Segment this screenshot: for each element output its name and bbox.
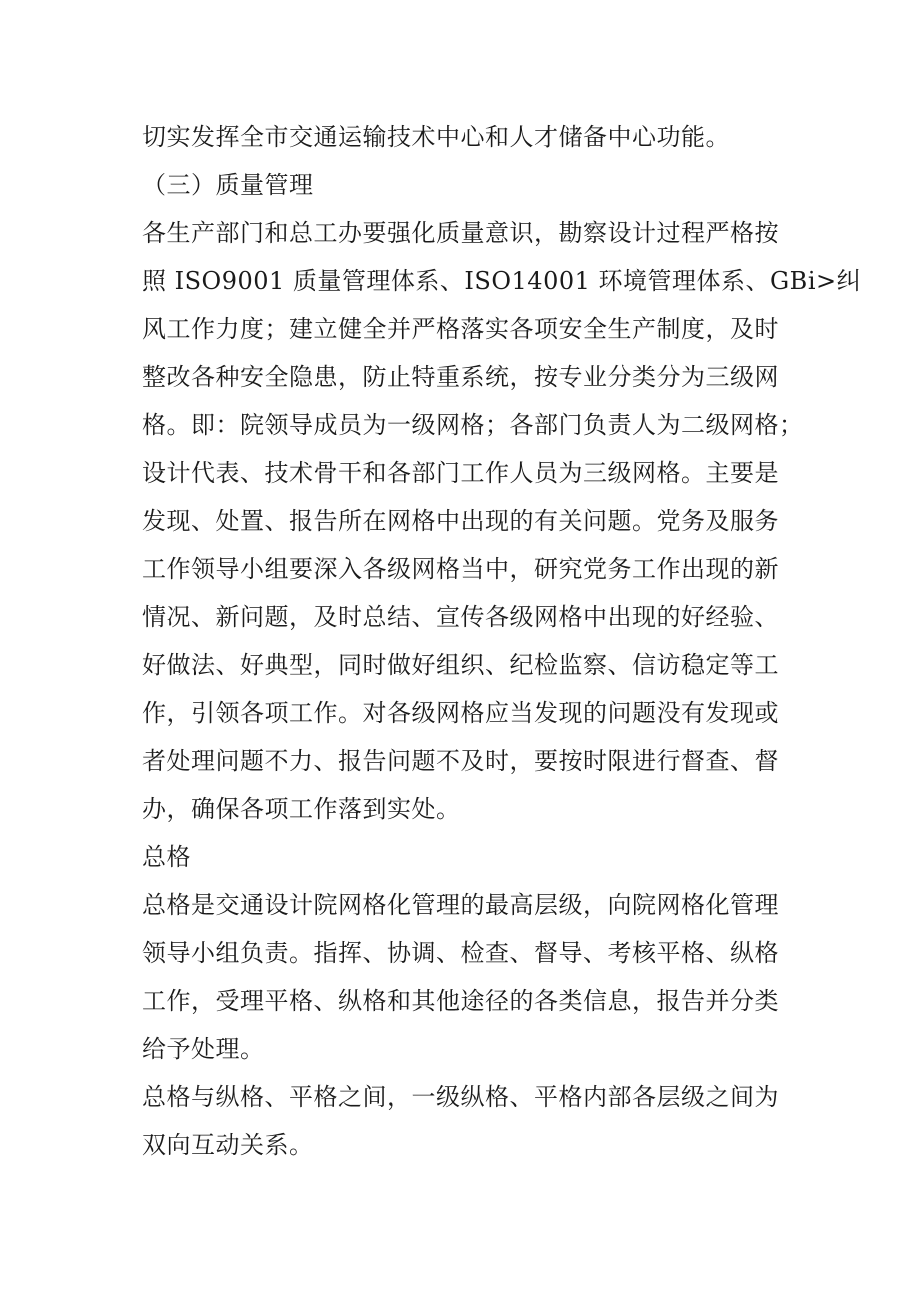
text-line-12: 好做法、好典型，同时做好组织、纪检监察、信访稳定等工 (142, 651, 779, 679)
text-line-8: 设计代表、技术骨干和各部门工作人员为三级网格。主要是 (142, 459, 779, 487)
text-line-22: 双向互动关系。 (142, 1131, 314, 1159)
text-line-11: 情况、新问题，及时总结、宣传各级网格中出现的好经验、 (142, 603, 779, 631)
text-line-19: 工作，受理平格、纵格和其他途径的各类信息，报告并分类 (142, 987, 779, 1015)
text-line-7: 格。即：院领导成员为一级网格；各部门负责人为二级网格； (142, 411, 804, 439)
text-line-20: 给予处理。 (142, 1035, 265, 1063)
text-line-15: 办，确保各项工作落到实处。 (142, 795, 461, 823)
text-line-14: 者处理问题不力、报告问题不及时，要按时限进行督查、督 (142, 747, 779, 775)
text-line-18: 领导小组负责。指挥、协调、检查、督导、考核平格、纵格 (142, 939, 779, 967)
text-line-5: 风工作力度；建立健全并严格落实各项安全生产制度，及时 (142, 315, 779, 343)
text-line-4: 照 ISO9001 质量管理体系、ISO14001 环境管理体系、GBi>纠 (142, 267, 862, 295)
text-line-13: 作，引领各项工作。对各级网格应当发现的问题没有发现或 (142, 699, 779, 727)
section-heading-quality-management: （三）质量管理 (142, 171, 314, 199)
text-line-17: 总格是交通设计院网格化管理的最高层级，向院网格化管理 (142, 891, 779, 919)
text-line-9: 发现、处置、报告所在网格中出现的有关问题。党务及服务 (142, 507, 779, 535)
text-line-6: 整改各种安全隐患，防止特重系统，按专业分类分为三级网 (142, 363, 779, 391)
text-line-10: 工作领导小组要深入各级网格当中，研究党务工作出现的新 (142, 555, 779, 583)
text-line-21: 总格与纵格、平格之间，一级纵格、平格内部各层级之间为 (142, 1083, 779, 1111)
text-line-1: 切实发挥全市交通运输技术中心和人才储备中心功能。 (142, 123, 730, 151)
section-heading-general-grid: 总格 (142, 843, 191, 871)
document-body (142, 113, 862, 1169)
text-line-3: 各生产部门和总工办要强化质量意识，勘察设计过程严格按 (142, 219, 779, 247)
